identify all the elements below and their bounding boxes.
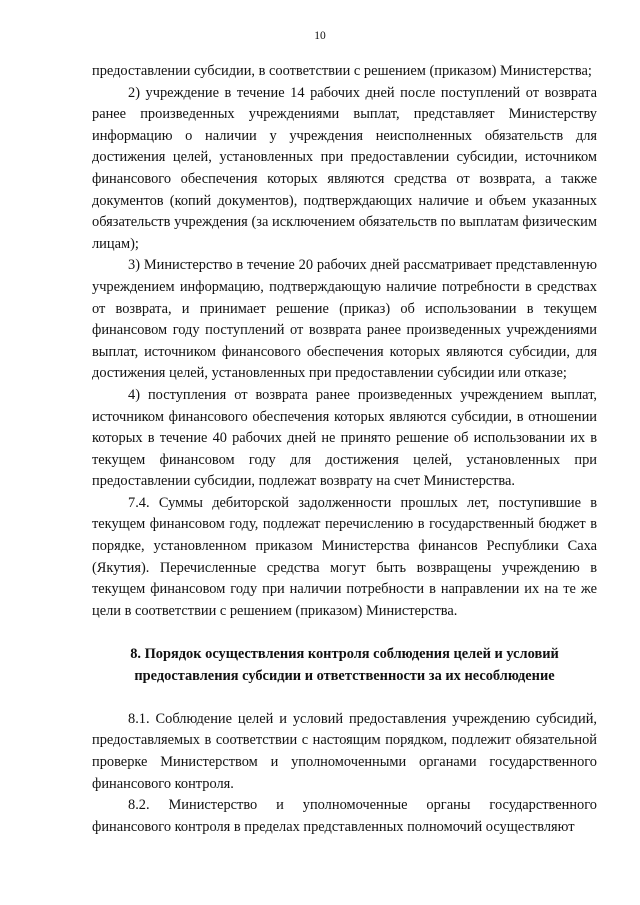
paragraph-8-1: 8.1. Соблюдение целей и условий предоставления учреждению субсидий, предоставляемых в соответствии с настоящим порядком, подлежит обязательной проверке Министерством и уполномоченными органами государственного финансового контроля. bbox=[92, 710, 597, 792]
spacer bbox=[92, 622, 597, 644]
document-body bbox=[92, 61, 597, 838]
spacer bbox=[92, 687, 597, 709]
section-8-heading bbox=[92, 644, 597, 687]
section-8-heading-line-1: 8. Порядок осуществления контроля соблюдения целей и условий bbox=[130, 646, 559, 663]
paragraph-8-2: 8.2. Министерство и уполномоченные органы государственного финансового контроля в пределах представленных полномочий осуществляют bbox=[92, 797, 597, 835]
paragraph-continuation: предоставлении субсидии, в соответствии с решением (приказом) Министерства; bbox=[92, 63, 592, 79]
paragraph-item-2: 2) учреждение в течение 14 рабочих дней после поступлений от возврата ранее произведенных учреждениями выплат, представляет Министерству информацию о наличии у учреждения неисполненных обязательств для достижения целей, установленных при предоставлении субсидии, источником финансового обеспечения которых являются средства от возврата, а также документов (копий документов), подтверждающих наличие и объем указанных обязательств учреждения (за исключением обязательств по выплатам физическим лицам); bbox=[92, 84, 597, 252]
paragraph-item-4: 4) поступления от возврата ранее произведенных учреждением выплат, источником финансового обеспечения которых являются субсидии, в отношении которых в течение 40 рабочих дней не принято решение об использовании их в текущем финансовом году для достижения целей, установленных при предоставлении субсидии, подлежат возврату на счет Министерства. bbox=[92, 386, 597, 490]
section-8-heading-line-2: предоставления субсидии и ответственности за их несоблюдение bbox=[134, 667, 555, 684]
paragraph-7-4: 7.4. Суммы дебиторской задолженности прошлых лет, поступившие в текущем финансовом году, подлежат перечислению в государственный бюджет в порядке, установленном приказом Министерства финансов Республики Саха (Якутия). Перечисленные средства могут быть возвращены учреждению в текущем финансовом году при наличии потребности в направлении их на те же цели в соответствии с решением (приказом) Министерства. bbox=[92, 494, 597, 619]
paragraph-item-3: 3) Министерство в течение 20 рабочих дней рассматривает представленную учреждением информацию, подтверждающую наличие потребности в средствах от возврата, и принимает решение (приказ) об использовании в текущем финансовом году поступлений от возврата ранее произведенных учреждениями выплат, источником финансового обеспечения которых являются субсидии, для достижения целей, установленных при предоставлении субсидии или отказе; bbox=[92, 257, 597, 382]
page-number: 10 bbox=[314, 30, 326, 42]
